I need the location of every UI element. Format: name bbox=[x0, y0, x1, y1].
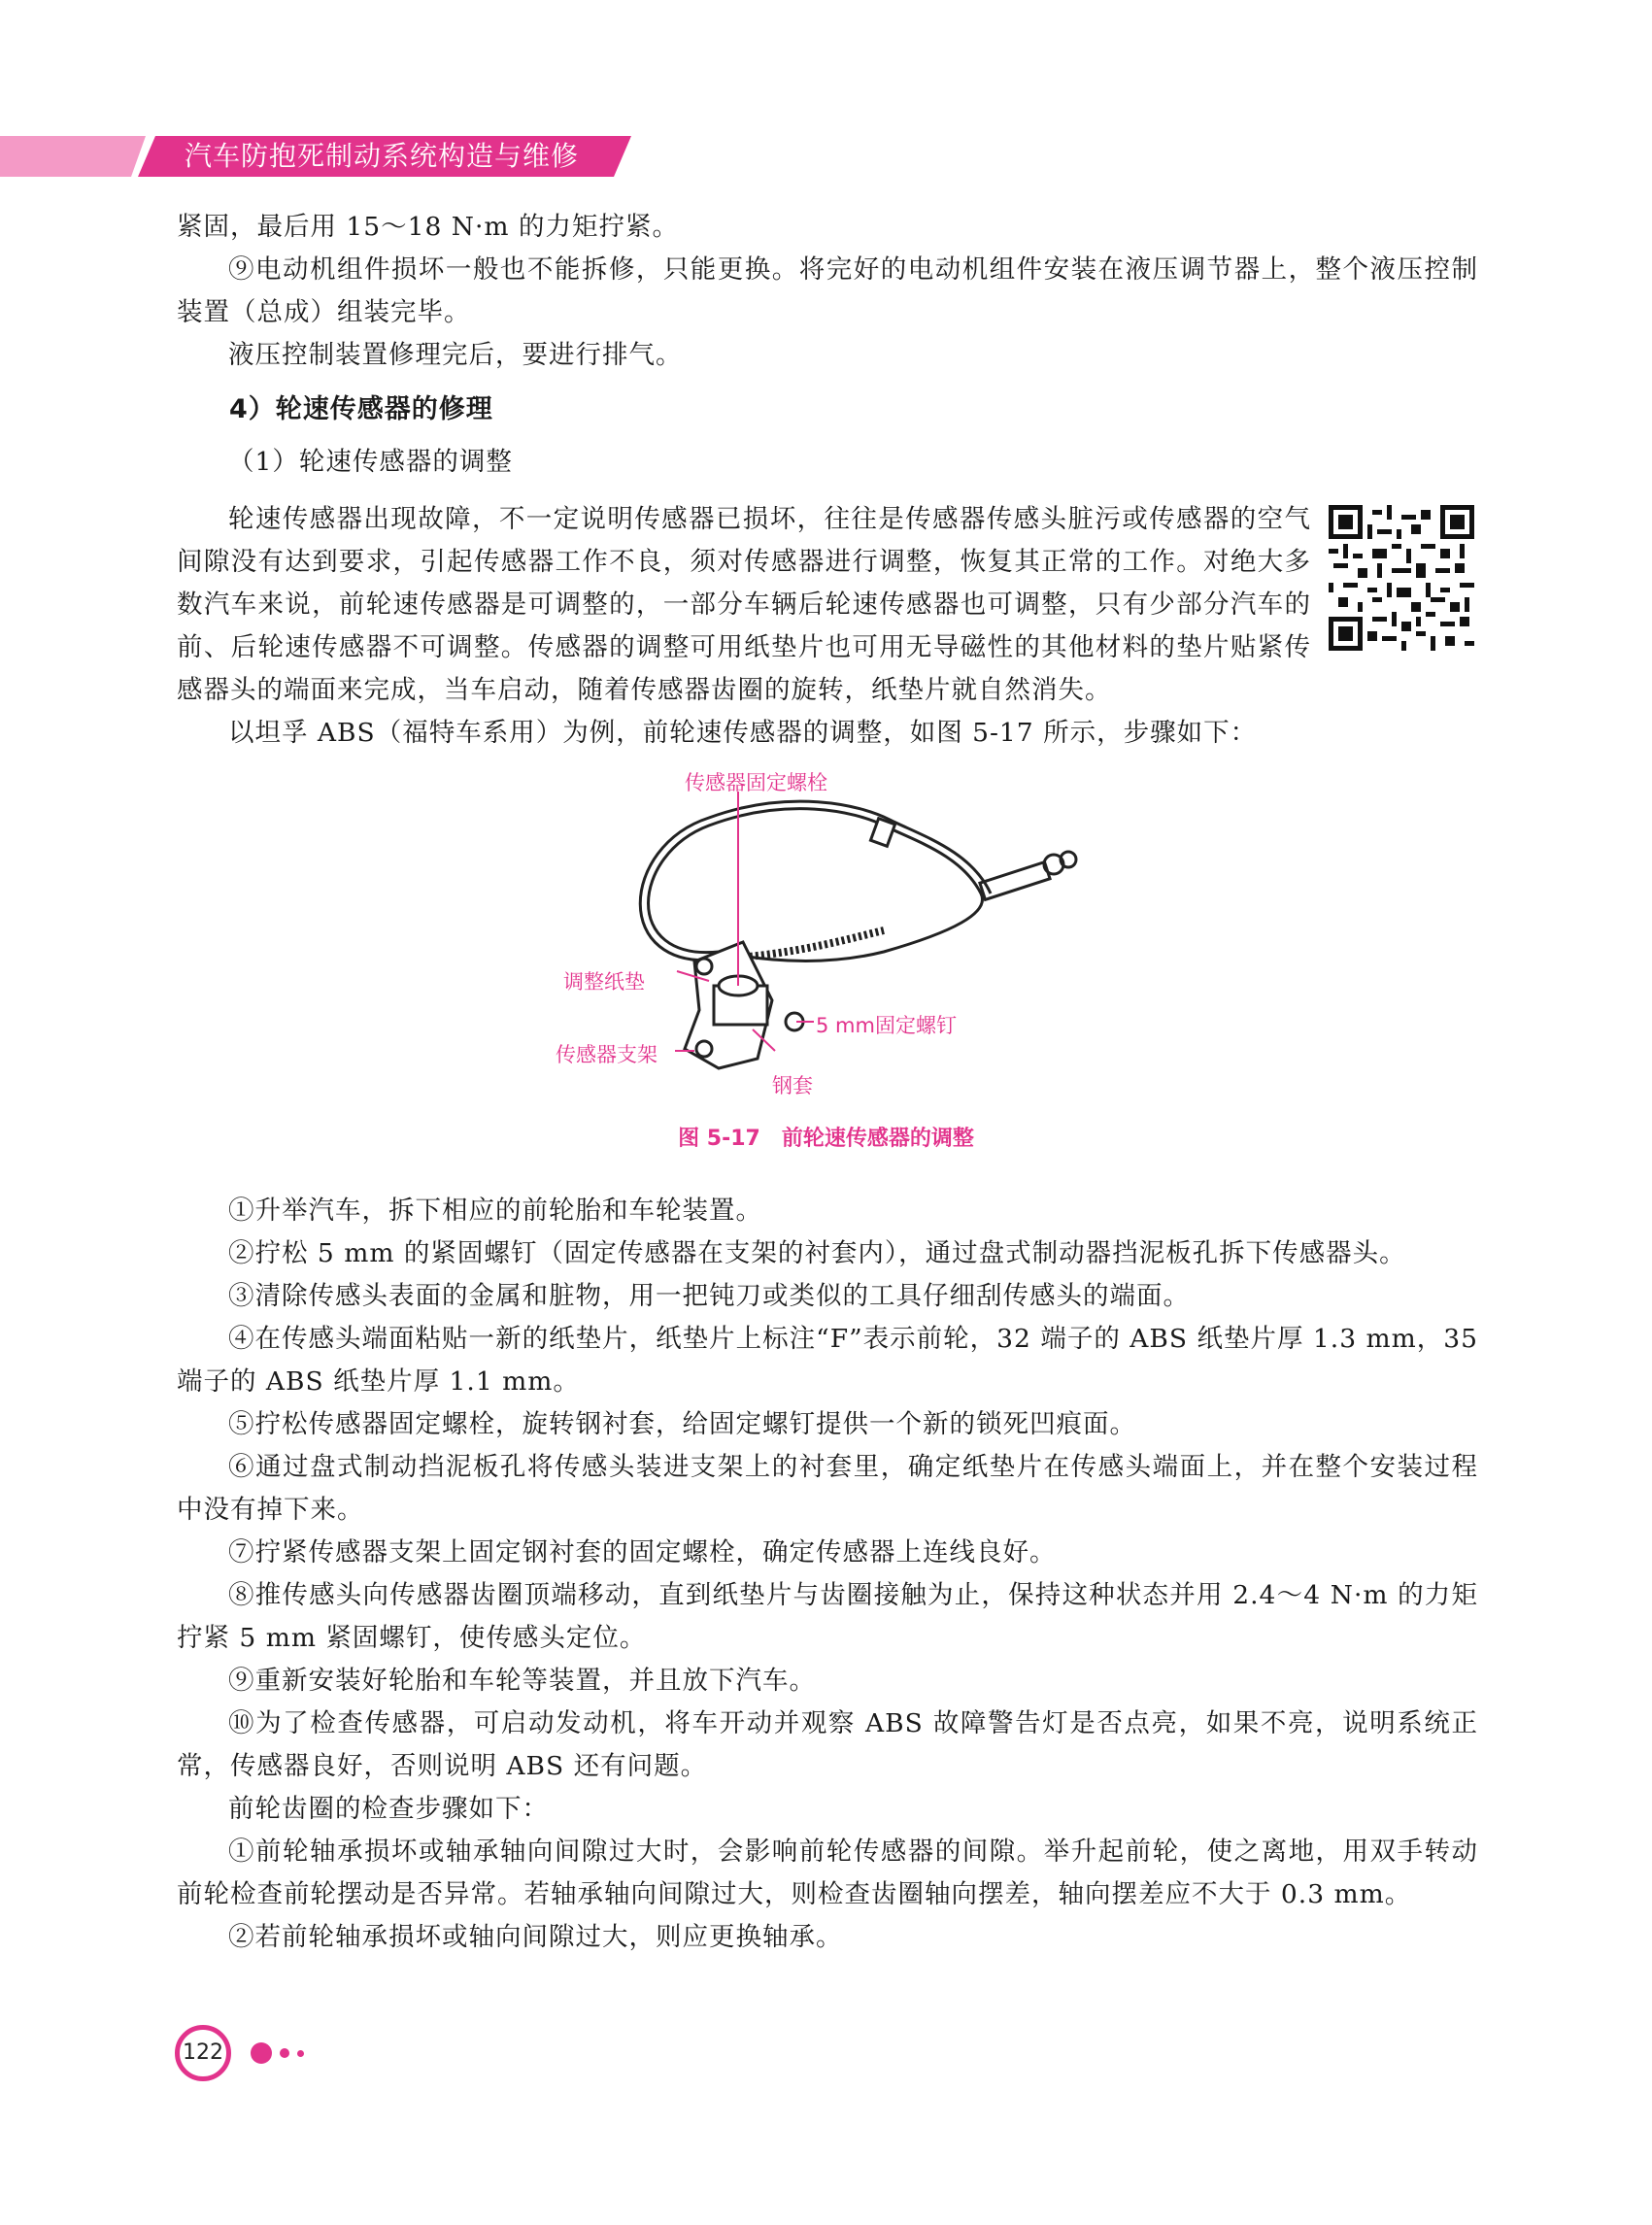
section-heading: 4）轮速传感器的修理 bbox=[229, 394, 493, 424]
page-number bbox=[175, 2025, 330, 2087]
list-item: ①前轮轴承损坏或轴承轴向间隙过大时，会影响前轮传感器的间隙。举升起前轮，使之离地，用双手转动前轮检查前轮摆动是否异常。若轴承轴向间隙过大，则检查齿圈轴向摆差，轴向摆差应不大于 0.3 mm。 bbox=[177, 1837, 1478, 1909]
figure-caption: 图 5-17 前轮速传感器的调整 bbox=[678, 1127, 974, 1151]
dot-small bbox=[297, 2050, 304, 2057]
label-screw: 5 mm固定螺钉 bbox=[816, 1014, 957, 1037]
list-item: ④在传感头端面粘贴一新的纸垫片，纸垫片上标注“F”表示前轮，32 端子的 ABS 纸垫片厚 1.3 mm，35 端子的 ABS 纸垫片厚 1.1 mm。 bbox=[177, 1324, 1478, 1397]
figure-sensor-adjustment bbox=[556, 767, 1088, 1102]
list-item: ②拧松 5 mm 的紧固螺钉（固定传感器在支架的衬套内），通过盘式制动器挡泥板孔拆下传感器头。 bbox=[228, 1238, 1406, 1268]
body-top bbox=[177, 206, 1478, 489]
paragraph: 紧固，最后用 15～18 N·m 的力矩拧紧。 bbox=[177, 212, 679, 242]
page-number-text: 122 bbox=[183, 2040, 223, 2065]
paragraph: 液压控制装置修理完后，要进行排气。 bbox=[228, 340, 683, 370]
header-title: 汽车防抱死制动系统构造与维修 bbox=[185, 140, 580, 172]
intro-block bbox=[177, 498, 1311, 712]
label-bolt: 传感器固定螺栓 bbox=[685, 771, 827, 794]
list-item: ②若前轮轴承损坏或轴向间隙过大，则应更换轴承。 bbox=[228, 1922, 843, 1952]
list-item: ⑩为了检查传感器，可启动发动机，将车开动并观察 ABS 故障警告灯是否点亮，如果不亮，说明系统正常，传感器良好，否则说明 ABS 还有问题。 bbox=[177, 1708, 1478, 1781]
list-item: ⑦拧紧传感器支架上固定钢衬套的固定螺栓，确定传感器上连线良好。 bbox=[228, 1537, 1057, 1568]
list-item: 前轮齿圈的检查步骤如下： bbox=[228, 1794, 549, 1824]
example-block bbox=[177, 712, 1478, 755]
list-item: ①升举汽车，拆下相应的前轮胎和车轮装置。 bbox=[228, 1196, 762, 1226]
list-item: ③清除传感头表面的金属和脏物，用一把钝刀或类似的工具仔细刮传感头的端面。 bbox=[228, 1281, 1190, 1311]
qr-code[interactable] bbox=[1329, 505, 1474, 651]
paragraph: ⑨电动机组件损坏一般也不能拆修，只能更换。将完好的电动机组件安装在液压调节器上，整个液压控制装置（总成）组装完毕。 bbox=[177, 254, 1478, 327]
list-item: ⑤拧松传感器固定螺栓，旋转钢衬套，给固定螺钉提供一个新的锁死凹痕面。 bbox=[228, 1409, 1136, 1439]
label-sleeve: 钢套 bbox=[772, 1074, 813, 1097]
label-bracket: 传感器支架 bbox=[556, 1043, 657, 1066]
steps-block bbox=[177, 1190, 1478, 1959]
dot-medium bbox=[280, 2048, 289, 2058]
label-shim: 调整纸垫 bbox=[563, 970, 645, 994]
list-item: ⑧推传感头向传感器齿圈顶端移动，直到纸垫片与齿圈接触为止，保持这种状态并用 2.4～4 N·m 的力矩拧紧 5 mm 紧固螺钉，使传感头定位。 bbox=[177, 1580, 1478, 1653]
dot-large bbox=[251, 2042, 272, 2064]
paragraph: 轮速传感器出现故障，不一定说明传感器已损坏，往往是传感器传感头脏污或传感器的空气间隙没有达到要求，引起传感器工作不良，须对传感器进行调整，恢复其正常的工作。对绝大多数汽车来说，前轮速传感器是可调整的，一部分车辆后轮速传感器也可调整，只有少部分汽车的前、后轮速传感器不可调整。传感器的调整可用纸垫片也可用无导磁性的其他材料的垫片贴紧传感器头的端面来完成，当车启动，随着传感器齿圈的旋转，纸垫片就自然消失。 bbox=[177, 504, 1311, 705]
subheading: （1）轮速传感器的调整 bbox=[228, 447, 513, 477]
list-item: ⑥通过盘式制动挡泥板孔将传感头装进支架上的衬套里，确定纸垫片在传感头端面上，并在整个安装过程中没有掉下来。 bbox=[177, 1452, 1478, 1525]
paragraph: 以坦孚 ABS（福特车系用）为例，前轮速传感器的调整，如图 5-17 所示，步骤如下： bbox=[228, 718, 1258, 748]
list-item: ⑨重新安装好轮胎和车轮等装置，并且放下汽车。 bbox=[228, 1666, 816, 1696]
